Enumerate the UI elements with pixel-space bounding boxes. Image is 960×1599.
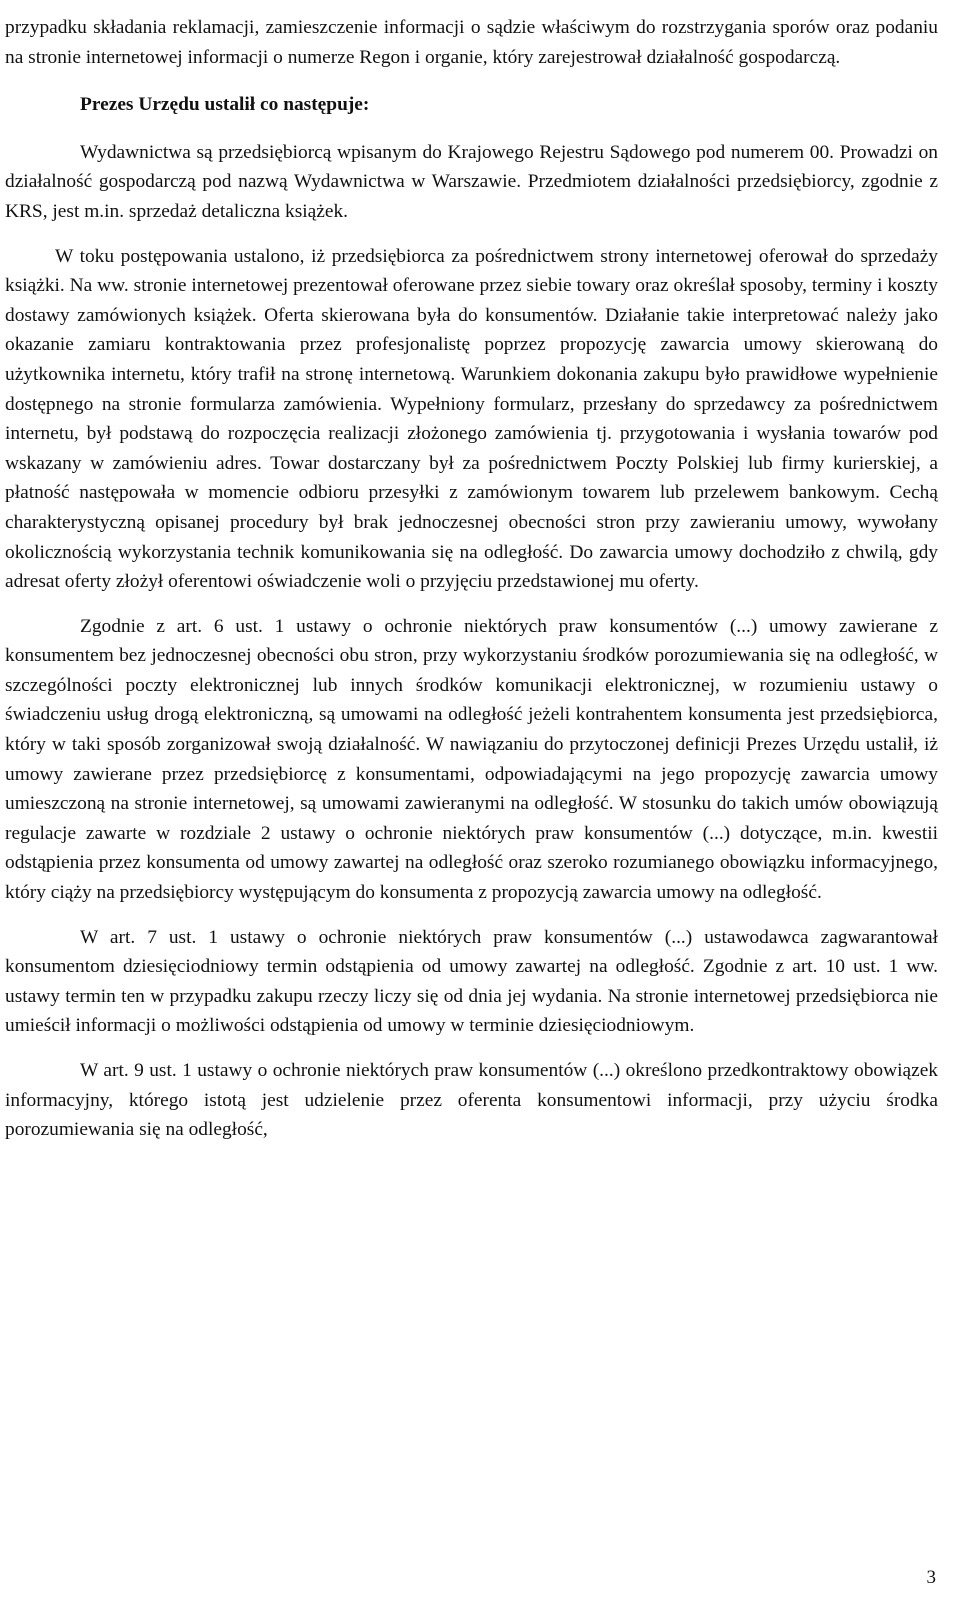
paragraph-article-9: W art. 9 ust. 1 ustawy o ochronie niektórych praw konsumentów (...) określono przedkontraktowy obowiązek informacyjny, którego istotą jest udzielenie przez oferenta konsumentowi informacji, przy użyciu środka porozumiewania się na odległość, [5, 1060, 938, 1141]
paragraph-article-6: Zgodnie z art. 6 ust. 1 ustawy o ochronie niektórych praw konsumentów (...) umowy zawierane z konsumentem bez jednoczesnej obecności obu stron, przy wykorzystaniu środków porozumiewania się na odległość, w szczególności poczty elektronicznej lub innych środków komunikacji elektronicznej, w rozumieniu ustawy o świadczeniu usług drogą elektroniczną, są umowami na odległość jeżeli kontrahentem konsumenta jest przedsiębiorca, który w taki sposób zorganizował swoją działalność. W nawiązaniu do przytoczonej definicji Prezes Urzędu ustalił, iż umowy zawierane przez przedsiębiorcę z konsumentami, odpowiadającymi na jego propozycję zawarcia umowy umieszczoną na stronie internetowej, są umowami zawieranymi na odległość. W stosunku do takich umów obowiązują regulacje zawarte w rozdziale 2 ustawy o ochronie niektórych praw konsumentów (...) dotyczące, m.in. kwestii odstąpienia przez konsumenta od umowy zawartej na odległość oraz szeroko rozumianego obowiązku informacyjnego, który ciąży na przedsiębiorcy występującym do konsumenta z propozycją zawarcia umowy na odległość. [5, 615, 938, 904]
paragraph-company-info: Wydawnictwa są przedsiębiorcą wpisanym do Krajowego Rejestru Sądowego pod numerem 00. Prowadzi on działalność gospodarczą pod nazwą Wydawnictwa w Warszawie. Przedmiotem działalności przedsiębiorcy, zgodnie z KRS, jest m.in. sprzedaż detaliczna książek. [5, 141, 938, 222]
section-heading: Prezes Urzędu ustalił co następuje: [80, 94, 370, 116]
paragraph-intro-continued: przypadku składania reklamacji, zamieszczenie informacji o sądzie właściwym do rozstrzygania sporów oraz podaniu na stronie internetowej informacji o numerze Regon i organie, który zarejestrował działalność gospodarczą. [5, 17, 938, 68]
paragraph-proceedings-findings: W toku postępowania ustalono, iż przedsiębiorca za pośrednictwem strony internetowej oferował do sprzedaży książki. Na ww. stronie internetowej prezentował oferowane przez siebie towary oraz określał sposoby, terminy i koszty dostawy zamówionych książek. Oferta skierowana była do konsumentów. Działanie takie interpretować należy jako okazanie zamiaru kontraktowania przez profesjonalistę poprzez propozycję zawarcia umowy skierowaną do użytkownika internetu, który trafił na stronę internetową. Warunkiem dokonania zakupu było prawidłowe wypełnienie dostępnego na stronie formularza zamówienia. Wypełniony formularz, przesłany do sprzedawcy za pośrednictwem internetu, był podstawą do rozpoczęcia realizacji złożonego zamówienia tj. przygotowania i wysłania towarów pod wskazany w zamówieniu adres. Towar dostarczany był za pośrednictwem Poczty Polskiej lub firmy kurierskiej, a płatność następowała w momencie odbioru przesyłki z zamówionym towarem lub przelewem bankowym. Cechą charakterystyczną opisanej procedury był brak jednoczesnej obecności stron przy zawieraniu umowy, wywołany okolicznością wykorzystania technik komunikowania się na odległość. Do zawarcia umowy dochodziło z chwilą, gdy adresat oferty złożył oferentowi oświadczenie woli o przyjęciu przedstawionej mu oferty. [5, 245, 938, 593]
page-number: 3 [926, 1567, 936, 1588]
paragraph-article-7: W art. 7 ust. 1 ustawy o ochronie niektórych praw konsumentów (...) ustawodawca zagwarantował konsumentom dziesięciodniowy termin odstąpienia od umowy zawartej na odległość. Zgodnie z art. 10 ust. 1 ww. ustawy termin ten w przypadku zakupu rzeczy liczy się od dnia jej wydania. Na stronie internetowej przedsiębiorca nie umieścił informacji o możliwości odstąpienia od umowy w terminie dziesięciodniowym. [5, 926, 938, 1037]
